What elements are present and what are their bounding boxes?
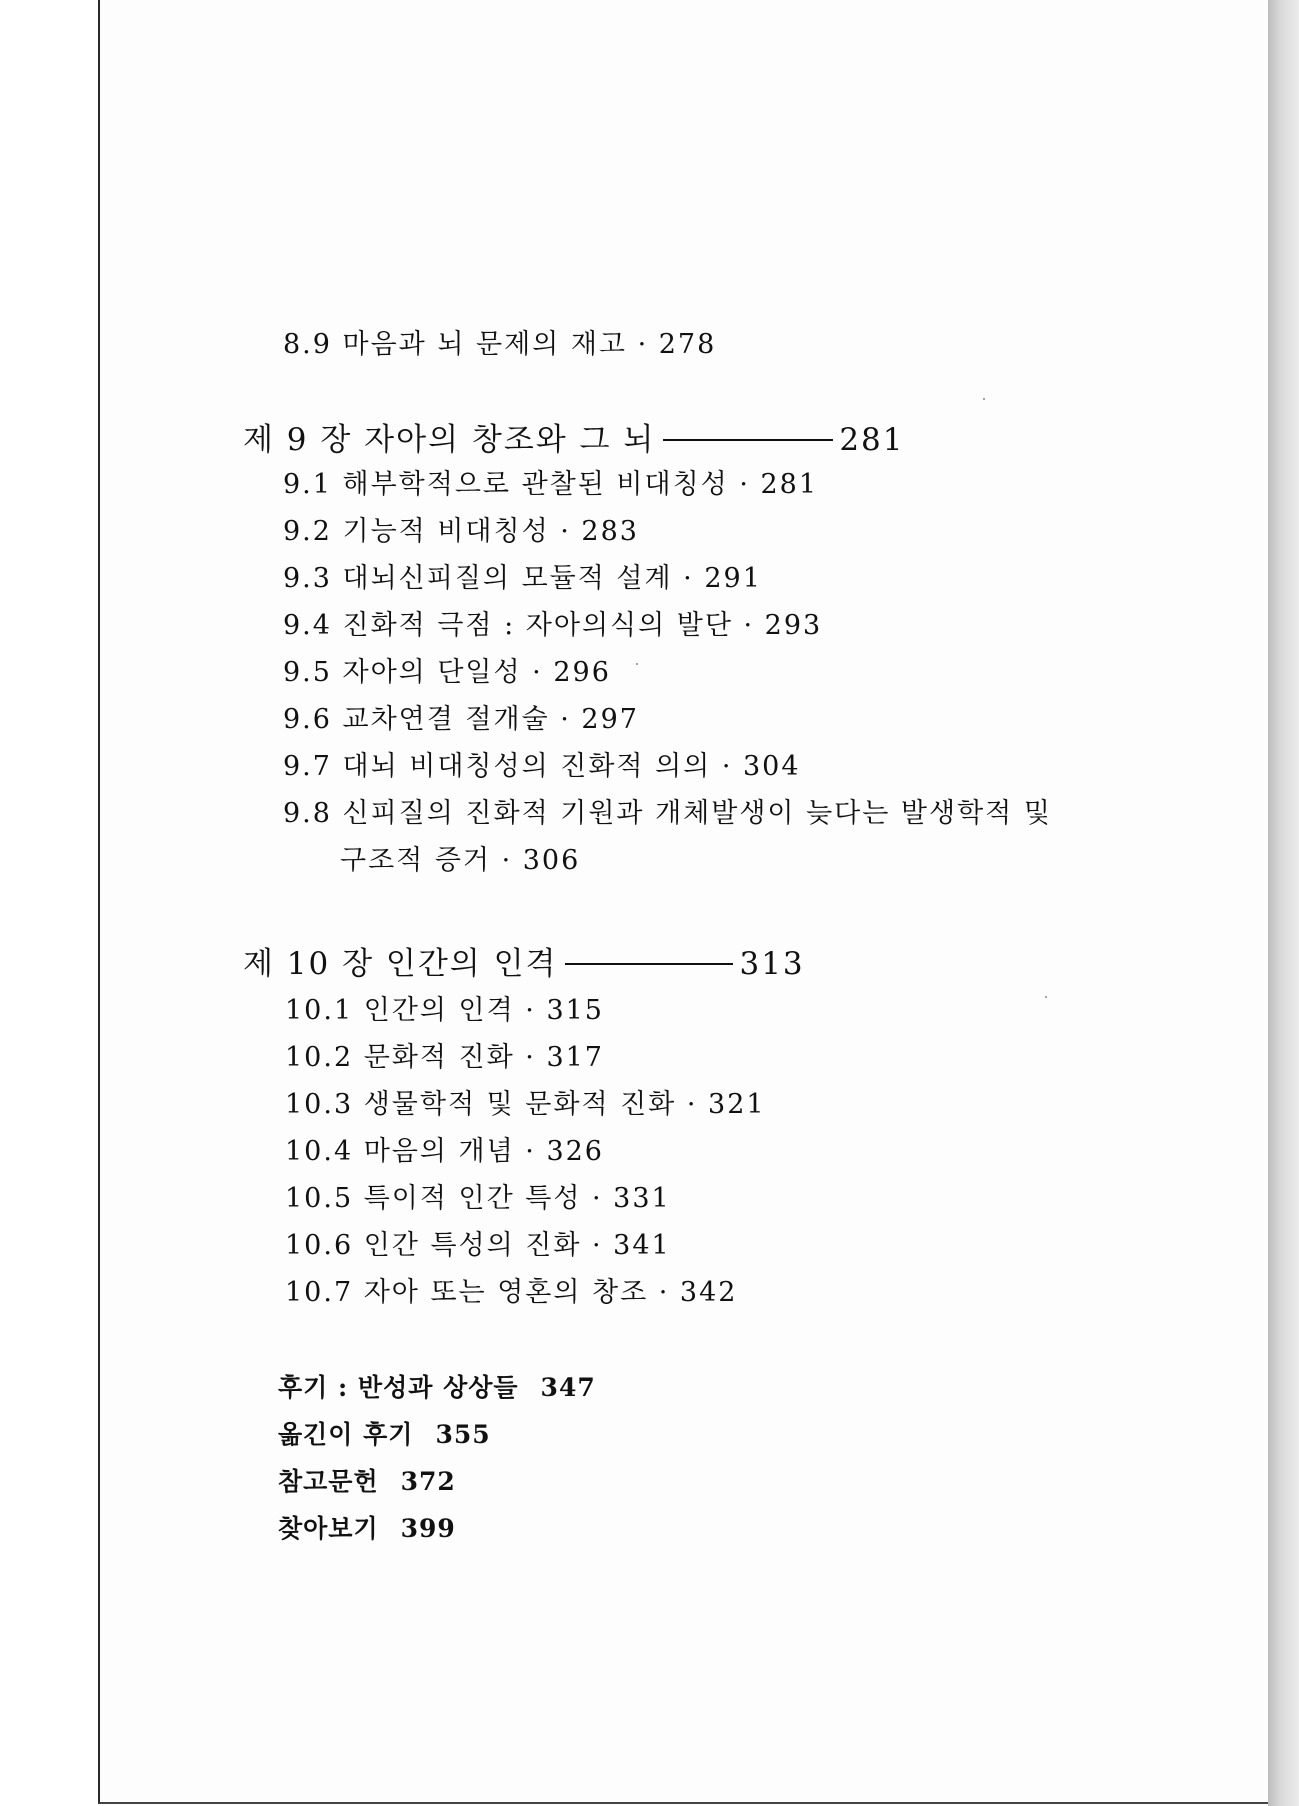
chapter-title: 제 10 장 인간의 인격 xyxy=(243,946,558,982)
scan-speck xyxy=(983,398,985,400)
toc-entry: 9.1 해부학적으로 관찰된 비대칭성 · 281 xyxy=(283,469,819,500)
back-matter-entry xyxy=(278,1368,596,1404)
toc-entry: 9.6 교차연결 절개술 · 297 xyxy=(283,704,639,735)
toc-entry: 9.8 신피질의 진화적 기원과 개체발생이 늦다는 발생학적 및 xyxy=(283,798,1052,829)
toc-entry: 10.6 인간 특성의 진화 · 341 xyxy=(285,1230,671,1261)
back-matter-entry xyxy=(278,1509,456,1545)
back-matter-page: 399 xyxy=(400,1514,456,1543)
page-edge-shadow xyxy=(1268,0,1299,1806)
back-matter-entry xyxy=(278,1415,491,1451)
chapter-title: 제 9 장 자아의 창조와 그 뇌 xyxy=(243,422,656,458)
toc-entry: 10.1 인간의 인격 · 315 xyxy=(285,995,604,1026)
toc-entry: 10.3 생물학적 및 문화적 진화 · 321 xyxy=(285,1089,766,1120)
chapter-heading xyxy=(243,414,904,459)
back-matter-title: 후기 : 반성과 상상들 xyxy=(278,1373,519,1402)
toc-entry: 9.3 대뇌신피질의 모듈적 설계 · 291 xyxy=(283,563,762,594)
toc-entry: 10.5 특이적 인간 특성 · 331 xyxy=(285,1183,671,1214)
back-matter-title: 참고문헌 xyxy=(278,1467,379,1496)
chapter-heading xyxy=(243,938,805,983)
scan-speck xyxy=(636,663,638,665)
back-matter-entry xyxy=(278,1462,456,1498)
toc-entry: 9.7 대뇌 비대칭성의 진화적 의의 · 304 xyxy=(283,751,801,782)
scan-speck xyxy=(1045,996,1047,998)
back-matter-page: 347 xyxy=(540,1373,596,1402)
toc-entry: 9.2 기능적 비대칭성 · 283 xyxy=(283,516,639,547)
toc-entry: 9.4 진화적 극점 : 자아의식의 발단 · 293 xyxy=(283,610,823,641)
chapter-page: 313 xyxy=(739,946,805,982)
toc-entry: 10.7 자아 또는 영혼의 창조 · 342 xyxy=(285,1277,738,1308)
toc-entry: 8.9 마음과 뇌 문제의 재고 · 278 xyxy=(283,329,717,360)
chapter-page: 281 xyxy=(839,422,905,458)
back-matter-page: 372 xyxy=(400,1467,456,1496)
toc-entry-continuation: 구조적 증거 · 306 xyxy=(340,845,581,876)
back-matter-page: 355 xyxy=(435,1420,491,1449)
toc-entry: 9.5 자아의 단일성 · 296 xyxy=(283,657,611,688)
leader-line xyxy=(663,439,833,441)
toc-entry: 10.2 문화적 진화 · 317 xyxy=(285,1042,604,1073)
toc-entry: 10.4 마음의 개념 · 326 xyxy=(285,1136,604,1167)
back-matter-title: 옮긴이 후기 xyxy=(278,1420,414,1449)
leader-line xyxy=(565,963,733,965)
back-matter-title: 찾아보기 xyxy=(278,1514,379,1543)
